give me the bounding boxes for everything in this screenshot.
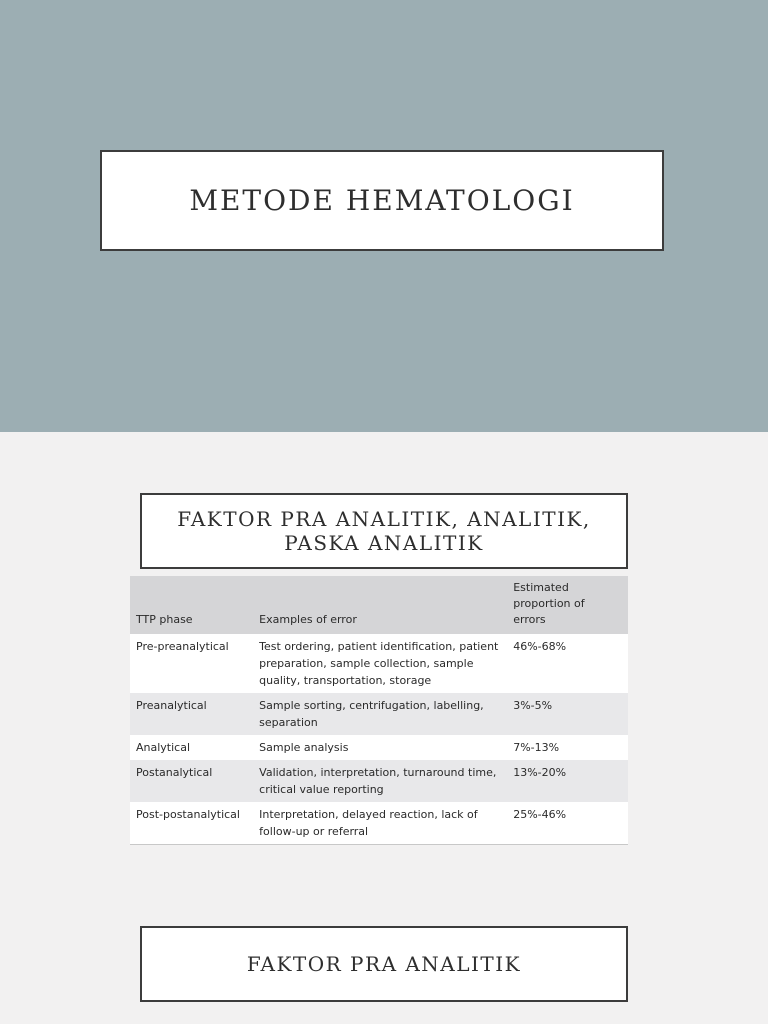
cell-examples: Sample sorting, centrifugation, labelling, separation	[253, 693, 507, 735]
cell-phase: Analytical	[130, 735, 253, 760]
cell-examples: Interpretation, delayed reaction, lack of follow-up or referral	[253, 802, 507, 845]
table-row	[130, 693, 628, 735]
factors-title-text: FAKTOR PRA ANALITIK, ANALITIK, PASKA ANALITIK	[177, 507, 591, 555]
table-row	[130, 802, 628, 845]
pra-analitik-title-text: FAKTOR PRA ANALITIK	[246, 952, 522, 976]
title-box	[100, 150, 664, 251]
header-estimated-proportion: Estimated proportion of errors	[507, 576, 628, 634]
slide-pra-analitik	[0, 892, 768, 1024]
factors-title-box	[140, 493, 628, 569]
table-header-row	[130, 576, 628, 634]
cell-phase: Preanalytical	[130, 693, 253, 735]
cell-proportion: 13%-20%	[507, 760, 628, 802]
pra-analitik-title-box	[140, 926, 628, 1002]
cell-examples: Test ordering, patient identification, patient preparation, sample collection, sample quality, transportation, storage	[253, 634, 507, 693]
cell-phase: Post-postanalytical	[130, 802, 253, 845]
cell-examples: Sample analysis	[253, 735, 507, 760]
cell-proportion: 46%-68%	[507, 634, 628, 693]
header-ttp-phase: TTP phase	[130, 576, 253, 634]
cell-examples: Validation, interpretation, turnaround time, critical value reporting	[253, 760, 507, 802]
cell-proportion: 25%-46%	[507, 802, 628, 845]
cell-proportion: 7%-13%	[507, 735, 628, 760]
cell-proportion: 3%-5%	[507, 693, 628, 735]
slide-title	[0, 0, 768, 432]
table-row	[130, 634, 628, 693]
header-examples-of-error: Examples of error	[253, 576, 507, 634]
table-row	[130, 735, 628, 760]
table-row	[130, 760, 628, 802]
slide-title-text: METODE HEMATOLOGI	[189, 184, 575, 217]
cell-phase: Pre-preanalytical	[130, 634, 253, 693]
slide-factors-table	[0, 432, 768, 892]
cell-phase: Postanalytical	[130, 760, 253, 802]
ttp-error-table	[130, 576, 628, 845]
